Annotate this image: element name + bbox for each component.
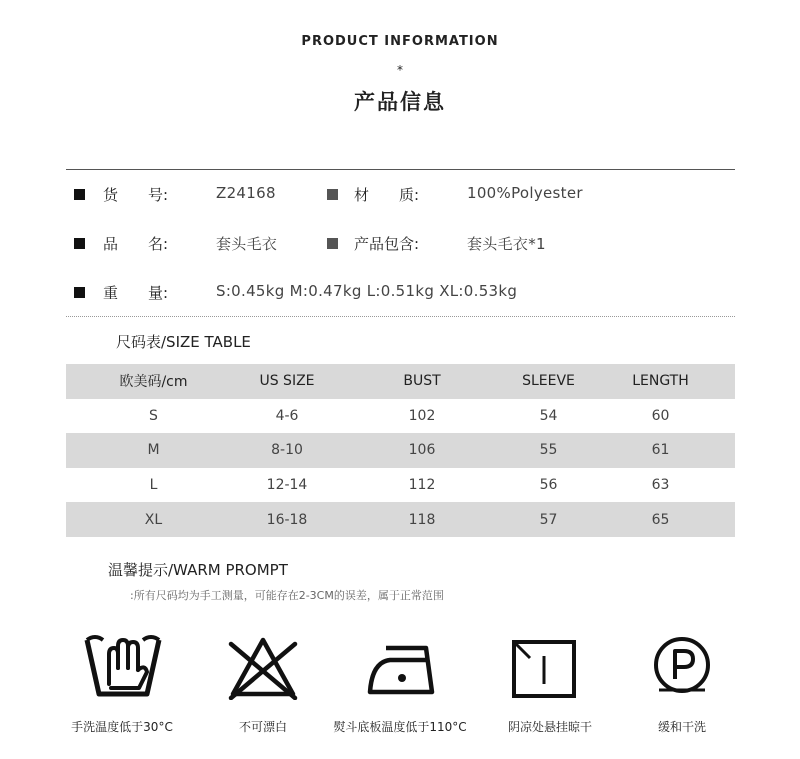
iron-low-label: 熨斗底板温度低于110°C [333,720,467,734]
size-table [66,364,735,537]
table-cell: 60 [651,407,670,424]
name-label: 品 名: [103,235,169,253]
table-cell: XL [66,502,241,537]
table-cell: 106 [333,433,511,468]
table-row [66,433,735,468]
material-label: 材 质: [354,186,420,204]
dry-clean-p-icon [651,634,713,696]
table-cell: 4-6 [275,407,299,424]
dry-clean-label: 缓和干洗 [657,720,706,734]
table-cell: 118 [333,502,511,537]
weight-label: 重 量: [103,284,169,302]
table-cell: 61 [586,433,735,468]
table-cell: 55 [511,433,586,468]
bullet-square [327,189,338,200]
column-header: 欧美码/cm [66,364,241,399]
table-row [66,399,735,434]
size-table-title: 尺码表/SIZE TABLE [116,333,251,351]
title-english: PRODUCT INFORMATION [301,34,499,49]
warm-prompt-title: 温馨提示/WARM PROMPT [108,561,288,579]
table-cell: L [149,477,158,494]
table-cell: 16-18 [241,502,333,537]
table-cell: 8-10 [241,433,333,468]
table-row [66,502,735,537]
title-star: * [397,63,403,77]
table-cell: M [66,433,241,468]
bullet-square [74,287,85,298]
package-value: 套头毛衣*1 [467,235,546,253]
measurement-note: :所有尺码均为手工测量，可能存在2-3CM的误差，属于正常范围 [130,589,444,602]
table-cell: 12-14 [266,477,308,494]
line-dry-shade-icon [510,638,578,700]
table-cell: S [149,407,158,424]
title-chinese: 产品信息 [354,90,446,114]
table-cell: 54 [539,407,558,424]
table-cell: 56 [539,477,558,494]
no-bleach-label: 不可漂白 [238,720,287,734]
name-value: 套头毛衣 [216,235,278,253]
no-bleach-icon [227,634,299,700]
bullet-square [74,238,85,249]
table-cell: 102 [408,407,436,424]
divider-solid [66,169,735,170]
column-header: SLEEVE [511,364,586,399]
hand-wash-icon [83,632,163,702]
iron-low-icon [364,640,440,698]
material-value: 100%Polyester [467,184,583,202]
item-no-value: Z24168 [216,184,276,202]
table-cell: 57 [511,502,586,537]
column-header: LENGTH [586,364,735,399]
table-cell: 65 [586,502,735,537]
table-header-row [66,364,735,399]
weight-value: S:0.45kg M:0.47kg L:0.51kg XL:0.53kg [216,282,518,300]
table-cell: 112 [408,477,436,494]
bullet-square [327,238,338,249]
divider-dotted [66,316,735,317]
table-cell: 63 [651,477,670,494]
column-header: BUST [333,364,511,399]
hand-wash-label: 手洗温度低于30°C [71,720,173,734]
table-row [66,468,735,503]
line-dry-shade-label: 阴凉处悬挂晾干 [507,720,592,734]
item-no-label: 货 号: [103,186,169,204]
bullet-square [74,189,85,200]
package-label: 产品包含: [354,235,420,253]
column-header: US SIZE [241,364,333,399]
